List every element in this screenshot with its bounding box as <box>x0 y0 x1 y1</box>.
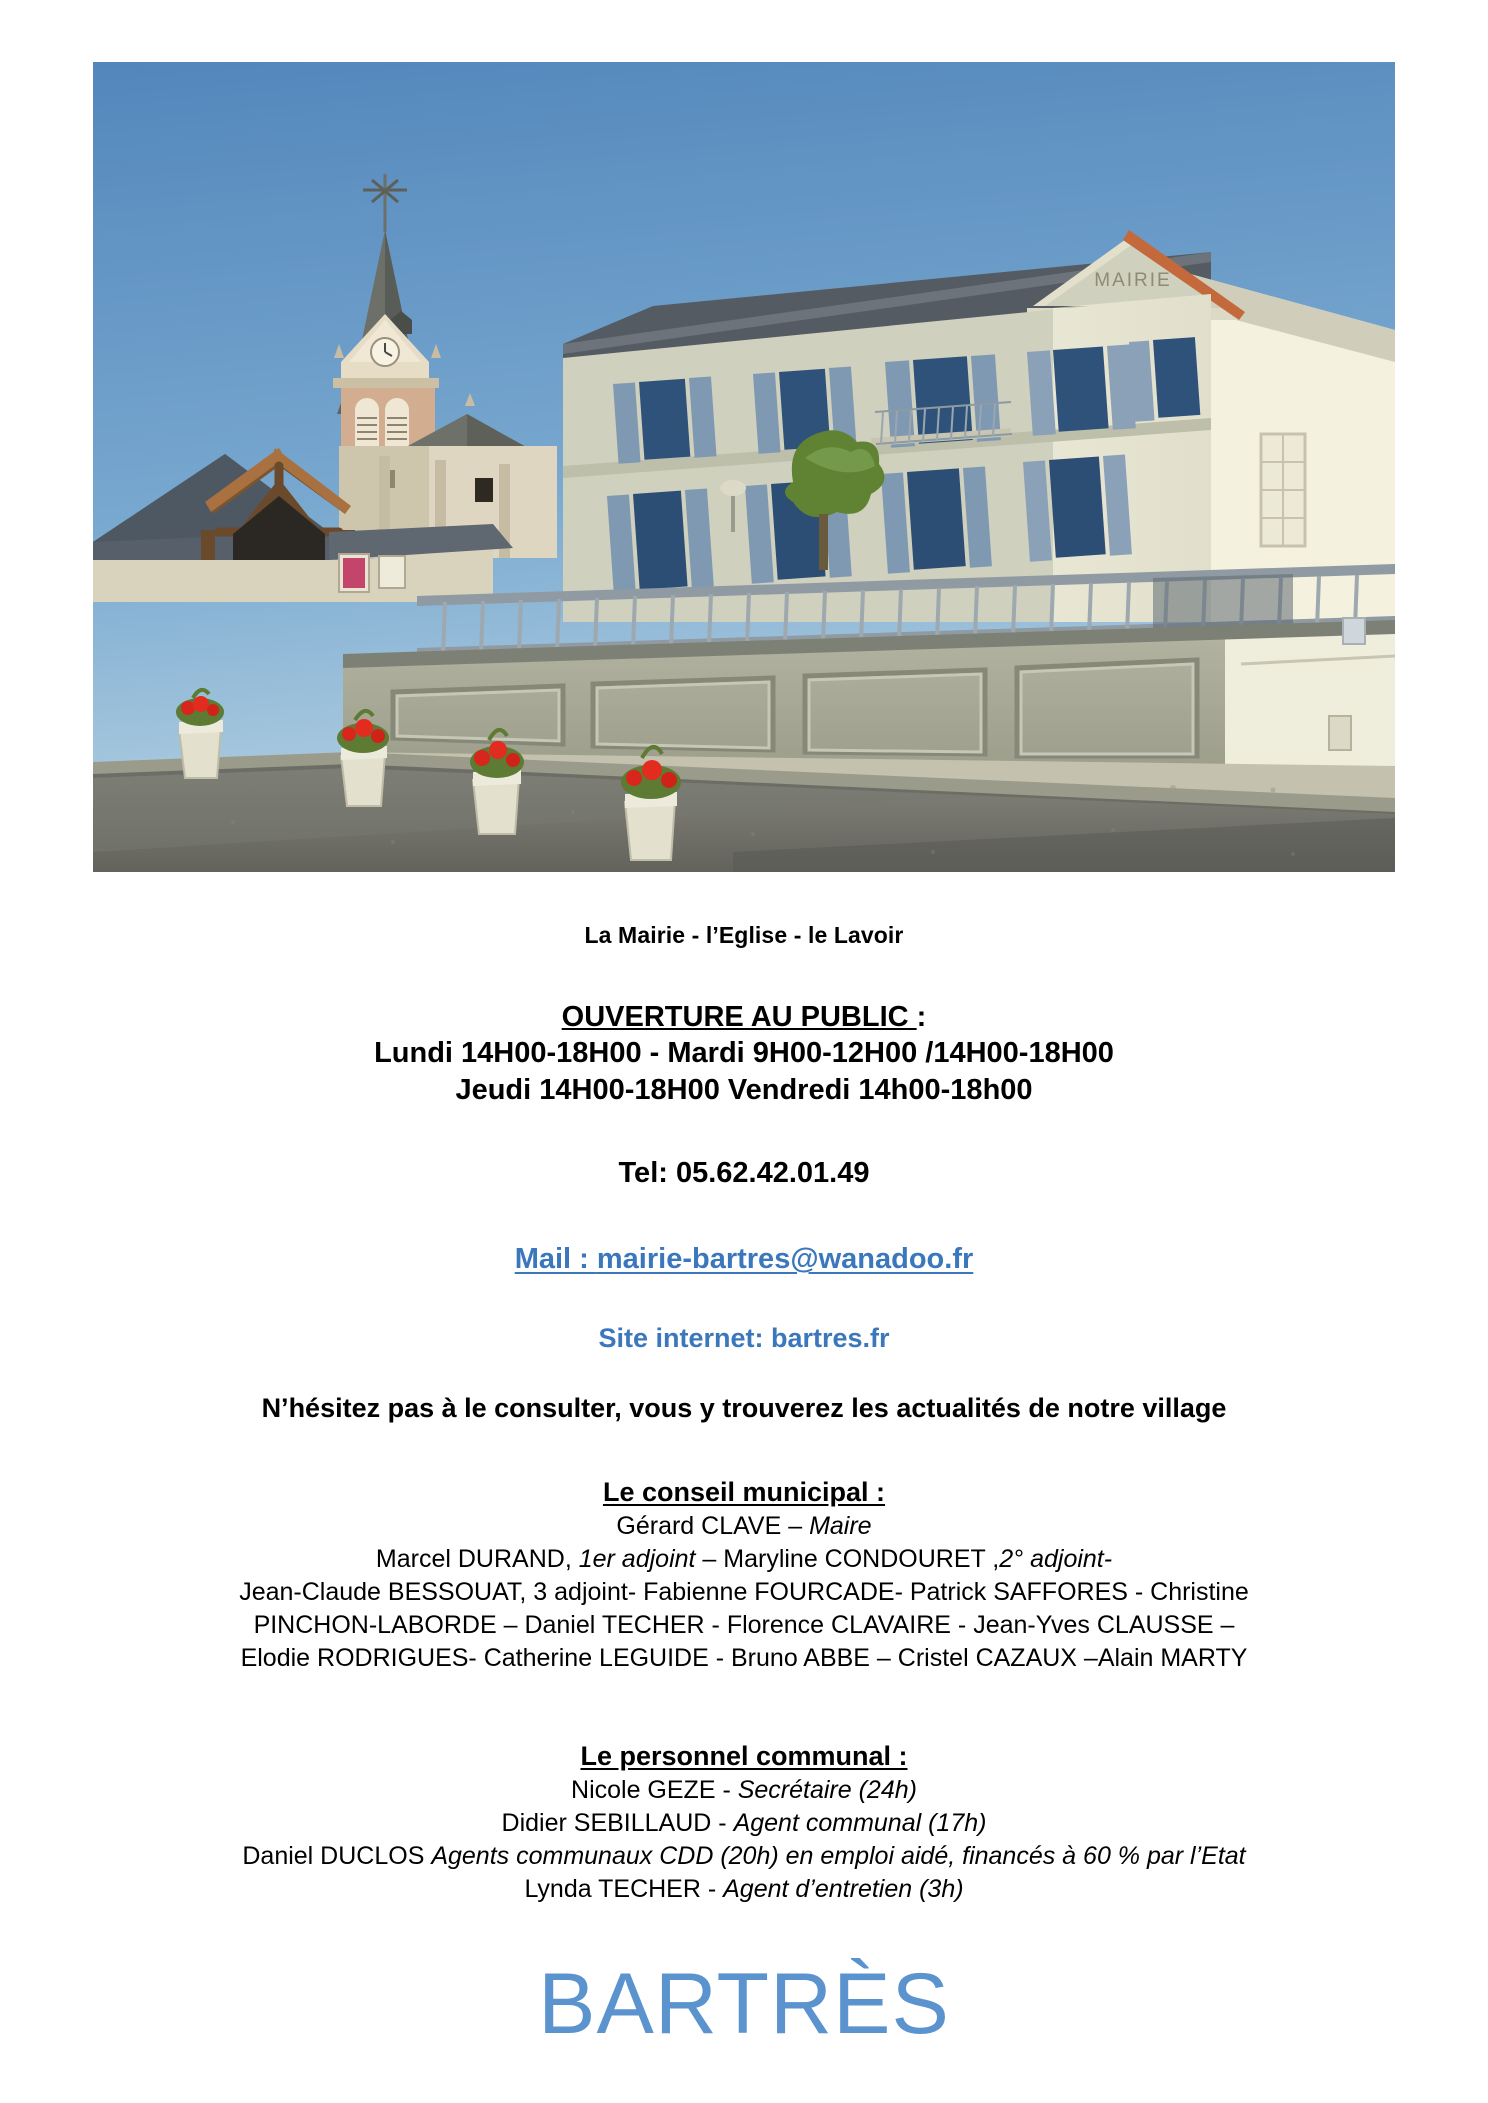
mail-line <box>0 1243 1488 1276</box>
staff-section <box>40 1738 1448 1906</box>
photo-caption: La Mairie - l’Eglise - le Lavoir <box>584 922 904 948</box>
council-title: Le conseil municipal : <box>602 1477 886 1507</box>
telephone-line: Tel: 05.62.42.01.49 <box>618 1157 870 1189</box>
council-line: Gérard CLAVE – Maire <box>616 1512 872 1541</box>
opening-hours-title-text: OUVERTURE AU PUBLIC <box>561 1001 917 1033</box>
staff-line: Nicole GEZE - Secrétaire (24h) <box>571 1776 917 1805</box>
council-line: Marcel DURAND, 1er adjoint – Maryline CONDOURET ,2° adjoint- <box>375 1545 1113 1574</box>
opening-hours-line-2: Jeudi 14H00-18H00 Vendredi 14h00-18h00 <box>455 1073 1033 1106</box>
flower-planter-1 <box>176 690 224 778</box>
mairie-photo <box>93 62 1395 872</box>
staff-line: Daniel DUCLOS Agents communaux CDD (20h) en emploi aidé, financés à 60 % par l’Etat <box>242 1842 1246 1871</box>
staff-line: Lynda TECHER - Agent d’entretien (3h) <box>524 1875 964 1904</box>
village-brand-title: BARTRÈS <box>538 1956 950 2052</box>
council-line: PINCHON-LABORDE – Daniel TECHER - Florence CLAVAIRE - Jean-Yves CLAUSSE – <box>253 1611 1235 1640</box>
staff-line: Didier SEBILLAUD - Agent communal (17h) <box>501 1809 987 1838</box>
invite-line: N’hésitez pas à le consulter, vous y trouverez les actualités de notre village <box>261 1393 1227 1423</box>
photo-illustration <box>93 62 1395 872</box>
staff-title: Le personnel communal : <box>580 1741 908 1771</box>
mail-label: Mail : <box>514 1243 597 1275</box>
opening-hours-title-colon: : <box>916 1001 927 1033</box>
council-line: Elodie RODRIGUES- Catherine LEGUIDE - Bruno ABBE – Cristel CAZAUX –Alain MARTY <box>240 1644 1248 1673</box>
pediment-label: MAIRIE <box>1094 270 1172 291</box>
opening-hours-title <box>0 1000 1488 1035</box>
council-section <box>40 1474 1448 1675</box>
mail-link[interactable]: mairie-bartres@wanadoo.fr <box>596 1243 974 1275</box>
website-line[interactable]: Site internet: bartres.fr <box>598 1323 890 1353</box>
council-line: Jean-Claude BESSOUAT, 3 adjoint- Fabienne FOURCADE- Patrick SAFFORES - Christine <box>239 1578 1249 1607</box>
opening-hours-line-1: Lundi 14H00-18H00 - Mardi 9H00-12H00 /14H00-18H00 <box>374 1037 1114 1070</box>
opening-hours-block <box>0 1000 1488 1108</box>
